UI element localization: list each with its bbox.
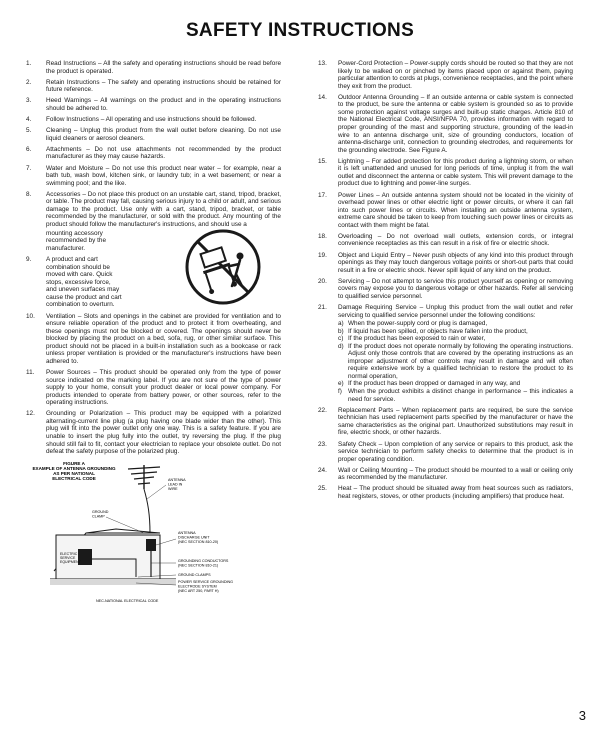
condition-text: When the power-supply cord or plug is damaged,	[348, 320, 488, 328]
item-number: 4.	[26, 116, 32, 124]
instruction-item	[318, 441, 573, 464]
instruction-item	[26, 410, 281, 455]
condition-letter: e)	[338, 380, 344, 388]
instruction-item	[318, 407, 573, 437]
item-text: Cleaning – Unplug this product from the wall outlet before cleaning. Do not use liquid cleaners or aerosol cleaners.	[46, 127, 281, 142]
item-number: 15.	[318, 157, 327, 165]
condition-text: If the product does not operate normally by following the operating instructions. Adjust only those controls that are covered by the operating instructions as an improper adjustment of other controls may result in damage and will often require extensive work by a qualified technician to restore the product to its normal operation,	[348, 342, 573, 380]
condition-text: If the product has been exposed to rain or water,	[348, 335, 486, 343]
item-number: 23.	[318, 440, 327, 448]
discharge-unit-label: (NEC SECTION 810-20)	[178, 539, 219, 544]
left-column	[26, 60, 281, 607]
condition-text: If liquid has been spilled, or objects have fallen into the product,	[348, 327, 528, 335]
item-text-line: stops, excessive force,	[46, 278, 111, 286]
instruction-item	[26, 146, 281, 161]
electrode-label: POWER SERVICE GROUNDING	[178, 579, 234, 584]
figure-caption: ELECTRICAL CODE	[52, 475, 96, 481]
item-text-line: combination should be	[46, 263, 110, 271]
item-number: 12.	[26, 410, 35, 418]
condition-text: If the product has been dropped or damaged in any way, and	[348, 380, 521, 388]
page-title: SAFETY INSTRUCTIONS	[185, 20, 415, 41]
item-number: 24.	[318, 466, 327, 474]
instruction-item	[318, 485, 573, 500]
instruction-item	[318, 278, 573, 301]
discharge-unit-icon	[146, 539, 156, 551]
ground-clamps-label: GROUND CLAMPS	[178, 572, 211, 577]
electrode-label: ELECTRODE SYSTEM	[178, 584, 217, 589]
instruction-item	[318, 60, 573, 90]
instruction-item	[26, 79, 281, 94]
item-text: Ventilation – Slots and openings in the cabinet are provided for ventilation and to ensure reliable operation of the product and to protect it from overheating, and these openings must not be blocked or covered. The openings should never be blocked by placing the product on a bed, sofa, rug, or other similar surface. This product should not be placed in a built-in installation such as a bookcase or rack unless proper ventilation is provided or the manufacturer's instructions have been adhered to.	[46, 312, 281, 365]
instruction-item-damage	[318, 304, 573, 403]
item-text: Servicing – Do not attempt to service this product yourself as opening or removing covers may expose you to dangerous voltage or other hazards. Refer all servicing to qualified service personnel.	[338, 277, 573, 300]
condition-letter: a)	[338, 320, 344, 328]
item-text: Safety Check – Upon completion of any service or repairs to this product, ask the service technician to perform safety checks to determine that the product is in proper operating condition.	[338, 440, 573, 463]
item-number: 5.	[26, 127, 32, 135]
item-number: 2.	[26, 78, 32, 86]
item-number: 11.	[26, 369, 35, 377]
item-text: Replacement Parts – When replacement parts are required, be sure the service technician has used replacement parts specified by the manufacturer or have the same characteristics as the original part. Unauthorized substitutions may result in fire, electric shock, or other hazards.	[338, 406, 573, 437]
item-text: Power-Cord Protection – Power-supply cords should be routed so that they are not likely to be walked on or pinched by items placed upon or against them, paying particular attention to cords at plugs, convenience receptacles, and the point where they exit from the product.	[338, 60, 573, 90]
instruction-item	[318, 94, 573, 154]
discharge-unit-label: ANTENNA	[178, 530, 196, 535]
instruction-item	[318, 192, 573, 230]
item-number: 17.	[318, 191, 327, 199]
item-text: Power Sources – This product should be operated only from the type of power source indicated on the marking label. If you are not sure of the type of power supply to your home, consult your product dealer or local power company. For products intended to operate from battery power, or other sources, refer to the operating instructions.	[46, 369, 281, 407]
item-text: Heat – The product should be situated away from heat sources such as radiators, heat registers, stoves, or other products (including amplifiers) that produce heat.	[338, 485, 573, 500]
service-equipment-label: SERVICE	[60, 555, 76, 560]
instruction-item	[318, 158, 573, 188]
item-number: 18.	[318, 232, 327, 240]
page-number: 3	[578, 708, 586, 723]
condition-letter: b)	[338, 327, 344, 335]
grounding-conductors-label: (NEC SECTION 810-21)	[178, 563, 219, 568]
instruction-item	[318, 467, 573, 482]
item-number: 22.	[318, 406, 327, 414]
condition-list	[338, 320, 573, 403]
lead-in-label: LEAD IN	[168, 482, 183, 487]
item-text: Accessories – Do not place this product on an unstable cart, stand, tripod, bracket, or table. The product may fall, causing serious injury to a child or adult, and serious damage to the product. Use only with a cart, stand, tripod, bracket, or table recommended by the manufacturer, or sold with the product. Any mounting of the product should follow the manufacturer's instructions, and should use a	[46, 190, 281, 228]
instruction-item	[26, 165, 281, 188]
grounding-conductors-label: GROUNDING CONDUCTORS	[178, 558, 229, 563]
item-text: Wall or Ceiling Mounting – The product should be mounted to a wall or ceiling only as recommended by the manufacturer.	[338, 466, 573, 482]
item-number: 8.	[26, 190, 32, 198]
item-number: 9.	[26, 256, 32, 264]
nec-footnote: NEC-NATIONAL ELECTRICAL CODE	[96, 598, 159, 603]
item-number: 21.	[318, 304, 327, 312]
antenna-icon	[128, 465, 160, 489]
item-text: Power Lines – An outside antenna system should not be located in the vicinity of overhead power lines or other electric light or power circuits, or where it can fall into such power lines or circuits. When installing an outside antenna system, extreme care should be taken to keep from touching such power lines or circuits as contact with them might be fatal.	[338, 191, 573, 229]
item-text-line: combination to overturn.	[46, 301, 115, 309]
item-text-line: recommended by the	[46, 237, 107, 245]
condition-letter: d)	[338, 342, 344, 350]
ground-clamp-label: GROUND	[92, 509, 109, 514]
antenna-grounding-diagram	[26, 459, 281, 607]
item-number: 6.	[26, 145, 32, 153]
item-text: Damage Requiring Service – Unplug this product from the wall outlet and refer servicing to qualified service personnel under the following conditions:	[338, 304, 573, 319]
figure-caption: FIGURE A	[63, 460, 85, 466]
item-number: 13.	[318, 60, 327, 67]
electrode-label: (NEC ART 250, PART H)	[178, 588, 219, 593]
item-text: Object and Liquid Entry – Never push objects of any kind into this product through openings as they may touch dangerous voltage points or short-out parts that could result in a fire or electric shock. Never spill liquid of any kind on the product.	[338, 251, 573, 274]
item-text-line: moved with care. Quick	[46, 271, 113, 279]
service-equipment-label: ELECTRIC	[60, 551, 78, 556]
item-text: Read Instructions – All the safety and operating instructions should be read before the product is operated.	[46, 60, 281, 75]
item-number: 3.	[26, 97, 32, 105]
item-text: Grounding or Polarization – This product may be equipped with a polarized alternating-current line plug (a plug having one blade wider than the other). This plug will fit into the power outlet only one way. This is a safety feature. If you are unable to insert the plug fully into the outlet, try reversing the plug. If the plug should still fail to fit, contact your electrician to replace your obsolete outlet. Do not defeat the safety purpose of the polarized plug.	[46, 410, 281, 456]
figure-caption: AS PER NATIONAL	[53, 470, 95, 476]
condition-letter: c)	[338, 335, 344, 343]
item-number: 7.	[26, 164, 32, 172]
item-text: Attachments – Do not use attachments not recommended by the product manufacturer as they may cause hazards.	[46, 145, 281, 161]
instruction-item	[318, 252, 573, 275]
lead-in-label: ANTENNA	[168, 477, 186, 482]
lead-in-label: WIRE	[168, 486, 178, 491]
instruction-item	[26, 97, 281, 112]
condition-letter: f)	[338, 388, 342, 396]
item-text: Lightning – For added protection for this product during a lightning storm, or when it is left unattended and unused for long periods of time, unplug it from the wall outlet and disconnect the antenna or cable system. This will prevent damage to the product due to lightning and power-line surges.	[338, 157, 573, 188]
instruction-item-cart	[26, 256, 281, 309]
item-text-line: mounting accessory	[46, 229, 103, 237]
cart-tipover-warning-icon	[184, 228, 262, 306]
instruction-item	[26, 369, 281, 407]
item-text: Outdoor Antenna Grounding – If an outside antenna or cable system is connected to the product, be sure the antenna or cable system is grounded so as to provide some protection against voltage surges and built-up static charges. Article 810 of the National Electrical Code, ANSI/NFPA 70, provides information with regard to proper grounding of the mast and supporting structure, grounding of the lead-in wire to an antenna discharge unit, size of grounding conductors, location of antenna-discharge unit, connection to grounding electrodes, and requirements for the grounding electrode. See Figure A.	[338, 93, 573, 154]
item-text: Retain Instructions – The safety and operating instructions should be retained for future reference.	[46, 78, 281, 94]
item-text: Overloading – Do not overload wall outlets, extension cords, or integral convenience receptacles as this can result in a risk of fire or electric shock.	[338, 232, 573, 248]
item-text: Follow Instructions – All operating and use instructions should be followed.	[46, 116, 257, 124]
item-number: 19.	[318, 251, 327, 259]
item-number: 25.	[318, 485, 327, 493]
item-text-line: manufacturer.	[46, 244, 86, 252]
instruction-item	[26, 116, 281, 124]
item-text-line: A product and cart	[46, 256, 98, 264]
instruction-item	[318, 233, 573, 248]
instruction-item	[26, 127, 281, 142]
item-text-line: and uneven surfaces may	[46, 286, 120, 294]
item-text-line: cause the product and cart	[46, 293, 122, 301]
instruction-item	[26, 313, 281, 366]
item-text: Heed Warnings – All warnings on the product and in the operating instructions should be adhered to.	[46, 97, 281, 112]
right-column	[318, 60, 573, 504]
condition-text: When the product exhibits a distinct change in performance – this indicates a need for service.	[348, 388, 573, 403]
ground-clamp-label: CLAMP	[92, 514, 105, 519]
item-number: 1.	[26, 60, 32, 67]
service-equipment-label: EQUIPMENT	[60, 559, 81, 564]
discharge-unit-label: DISCHARGE UNIT	[178, 535, 210, 540]
instruction-item	[26, 60, 281, 75]
item-text: Water and Moisture – Do not use this product near water – for example, near a bath tub, wash bowl, kitchen sink, or laundry tub; in a wet basement; or near a swimming pool; and the like.	[46, 164, 281, 187]
item-number: 10.	[26, 312, 35, 320]
item-number: 20.	[318, 277, 327, 285]
figure-caption: EXAMPLE OF ANTENNA GROUNDING	[32, 465, 116, 471]
item-number: 14.	[318, 93, 327, 101]
